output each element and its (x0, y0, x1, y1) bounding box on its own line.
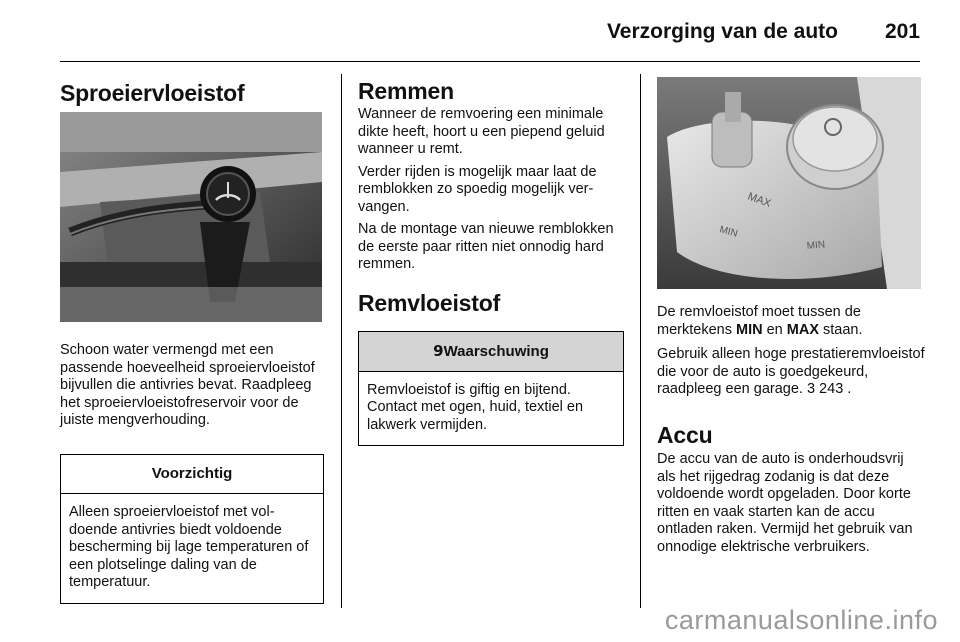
section-heading-brakes: Remmen (358, 78, 454, 104)
battery-text: De accu van de auto is onderhoudsvrij als het rijgedrag zodanig is dat deze voldoende wordt opgeladen. Door korte ritten en vaak starten kan de accu ontladen raken. Vermijd het gebruik van onnodige elektrische verbruikers. (657, 451, 913, 555)
washer-fluid-text: Schoon water vermengd met een passende hoeveelheid sproeiervloeistof bijvullen die antivries bevat. Raadpleeg het sproeiervloeistofreservoir voor de juiste mengverhouding. (60, 342, 315, 428)
page-reference-link[interactable]: 3 243 . (806, 381, 852, 397)
level-text-pre: De remvloeistof moet tussen de merktekens (657, 304, 861, 338)
max-mark: MAX (786, 321, 819, 338)
column-divider-2 (640, 74, 641, 608)
brakes-text-3: Na de montage van nieuwe remblokken de eerste paar ritten niet onnodig hard remmen. (358, 221, 614, 272)
caution-title: Voorzichtig (61, 455, 323, 494)
brake-fluid-level-text (657, 304, 922, 339)
page-number: 201 (884, 20, 920, 43)
header-title: Verzorging van de auto (606, 20, 838, 43)
level-text-mid: en (762, 321, 787, 338)
quality-text: Gebruik alleen hoge prestatieremvloeistof die voor de auto is goedgekeurd, raadpleeg een garage. (657, 346, 925, 397)
washer-reservoir-photo (60, 112, 322, 322)
warning-title: Waarschuwing (443, 342, 549, 360)
min-mark-label-right: MIN (806, 239, 826, 252)
footer-watermark: carmanualsonline.info (664, 605, 938, 635)
section-heading-brake-fluid: Remvloeistof (358, 289, 501, 316)
min-mark-label-left: MIN (718, 224, 739, 240)
warning-header (359, 332, 623, 372)
brake-fluid-reservoir-photo (657, 77, 921, 289)
warning-text: Remvloeistof is giftig en bijtend. Contact met ogen, huid, textiel en lakwerk vermijden. (367, 381, 584, 433)
section-heading-washer-fluid: Sproeiervloeistof (60, 80, 245, 106)
page-header (60, 0, 920, 62)
column-divider-1 (341, 74, 342, 608)
caution-text: Alleen sproeiervloeistof met voldoende antivries biedt voldoende bescherming bij lage temperaturen of een plotselinge daling van de temperatuur. (69, 504, 309, 590)
column-washer-fluid (60, 62, 324, 590)
max-mark-label: MAX (745, 190, 773, 210)
caution-box (60, 454, 324, 604)
brake-fluid-quality-text (657, 346, 925, 399)
warning-box (358, 331, 624, 447)
min-mark: MIN (735, 321, 763, 338)
level-text-post: staan. (819, 321, 863, 338)
column-brakes (358, 62, 624, 446)
section-heading-battery: Accu (657, 422, 713, 448)
brakes-text-2: Verder rijden is mogelijk maar laat de remblokken zo spoedig mogelijk vervangen. (358, 163, 597, 215)
brakes-text-1: Wanneer de remvoering een minimale dikte heeft, hoort u een piepend geluid wanneer u remt. (358, 106, 605, 157)
warning-triangle-icon: 9 (433, 341, 444, 360)
